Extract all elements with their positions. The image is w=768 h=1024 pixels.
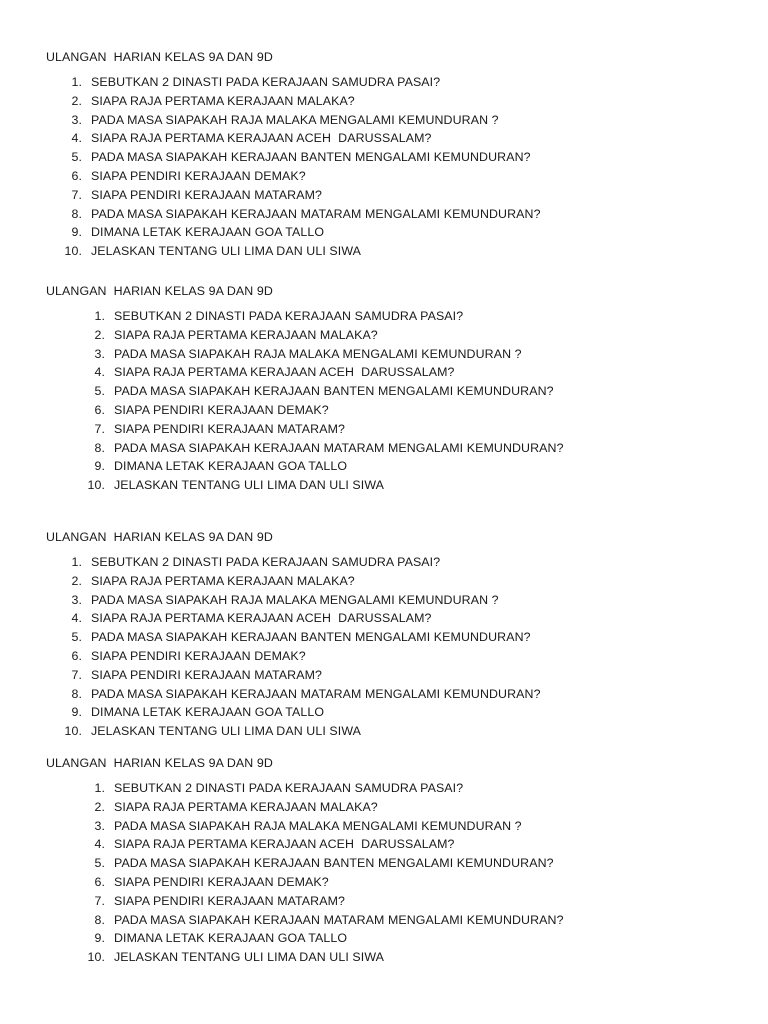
question-item [58, 609, 541, 628]
question-item [58, 167, 541, 186]
question-text: SIAPA PENDIRI KERAJAAN MATARAM? [114, 893, 345, 908]
question-item [58, 553, 541, 572]
question-number: 6. [71, 648, 82, 663]
question-number: 2. [94, 799, 105, 814]
block-title: ULANGAN HARIAN KELAS 9A DAN 9D [46, 50, 273, 64]
question-number: 1. [94, 309, 105, 323]
question-text: JELASKAN TENTANG ULI LIMA DAN ULI SIWA [114, 478, 385, 493]
question-item [58, 223, 541, 242]
question-number: 9. [71, 225, 82, 240]
question-text: SIAPA RAJA PERTAMA KERAJAAN ACEH DARUSSALAM? [91, 611, 432, 626]
question-item [81, 835, 564, 854]
question-number: 3. [94, 818, 105, 833]
question-item [81, 948, 564, 967]
question-text: SIAPA PENDIRI KERAJAAN MATARAM? [91, 667, 322, 682]
question-text: PADA MASA SIAPAKAH KERAJAAN BANTEN MENGALAMI KEMUNDURAN? [91, 630, 531, 645]
question-number: 10. [64, 724, 82, 739]
question-text: JELASKAN TENTANG ULI LIMA DAN ULI SIWA [114, 950, 385, 965]
question-text: SIAPA PENDIRI KERAJAAN DEMAK? [114, 874, 329, 889]
question-text: SIAPA RAJA PERTAMA KERAJAAN MALAKA? [91, 93, 355, 108]
question-text: DIMANA LETAK KERAJAAN GOA TALLO [114, 459, 348, 474]
question-text: SIAPA RAJA PERTAMA KERAJAAN MALAKA? [114, 327, 378, 342]
question-number: 6. [94, 874, 105, 889]
question-item [81, 476, 564, 495]
question-text: DIMANA LETAK KERAJAAN GOA TALLO [114, 931, 348, 946]
question-number: 6. [71, 168, 82, 183]
question-number: 3. [71, 112, 82, 127]
question-item [81, 326, 564, 345]
question-text: DIMANA LETAK KERAJAAN GOA TALLO [91, 705, 325, 720]
question-item [81, 363, 564, 382]
question-text: PADA MASA SIAPAKAH KERAJAAN MATARAM MENGALAMI KEMUNDURAN? [91, 206, 541, 221]
question-number: 5. [71, 150, 82, 165]
question-item [81, 307, 564, 326]
question-number: 1. [71, 75, 82, 89]
question-text: JELASKAN TENTANG ULI LIMA DAN ULI SIWA [91, 244, 362, 259]
question-item [58, 242, 541, 261]
question-item [81, 873, 564, 892]
question-number: 2. [71, 573, 82, 588]
question-number: 1. [71, 555, 82, 569]
question-item [58, 628, 541, 647]
question-item [58, 148, 541, 167]
question-item [81, 779, 564, 798]
question-number: 7. [71, 187, 82, 202]
question-number: 2. [94, 327, 105, 342]
question-item [58, 92, 541, 111]
question-text: PADA MASA SIAPAKAH KERAJAAN MATARAM MENGALAMI KEMUNDURAN? [114, 912, 564, 927]
question-number: 4. [94, 837, 105, 852]
question-item [58, 722, 541, 741]
question-text: SIAPA PENDIRI KERAJAAN DEMAK? [91, 648, 306, 663]
question-text: SEBUTKAN 2 DINASTI PADA KERAJAAN SAMUDRA PASAI? [91, 555, 441, 569]
question-number: 2. [71, 93, 82, 108]
question-number: 8. [94, 440, 105, 455]
question-item [58, 647, 541, 666]
question-item [58, 205, 541, 224]
question-number: 5. [94, 856, 105, 871]
question-text: PADA MASA SIAPAKAH RAJA MALAKA MENGALAMI KEMUNDURAN ? [114, 346, 522, 361]
question-number: 7. [94, 421, 105, 436]
question-number: 7. [94, 893, 105, 908]
question-number: 10. [87, 478, 105, 493]
question-text: SIAPA RAJA PERTAMA KERAJAAN MALAKA? [91, 573, 355, 588]
question-text: SIAPA PENDIRI KERAJAAN MATARAM? [114, 421, 345, 436]
question-text: SIAPA PENDIRI KERAJAAN MATARAM? [91, 187, 322, 202]
question-number: 1. [94, 781, 105, 795]
question-text: SEBUTKAN 2 DINASTI PADA KERAJAAN SAMUDRA PASAI? [114, 309, 464, 323]
question-text: SEBUTKAN 2 DINASTI PADA KERAJAAN SAMUDRA PASAI? [114, 781, 464, 795]
question-item [81, 345, 564, 364]
question-item [81, 929, 564, 948]
question-list [58, 553, 541, 741]
block-title: ULANGAN HARIAN KELAS 9A DAN 9D [46, 284, 273, 298]
question-item [81, 420, 564, 439]
question-number: 3. [71, 592, 82, 607]
question-item [81, 382, 564, 401]
question-item [58, 591, 541, 610]
question-item [81, 798, 564, 817]
question-item [58, 685, 541, 704]
question-number: 4. [71, 131, 82, 146]
question-item [81, 911, 564, 930]
question-list [81, 307, 564, 495]
question-number: 9. [71, 705, 82, 720]
question-item [58, 129, 541, 148]
question-item [58, 111, 541, 130]
question-list [58, 73, 541, 261]
question-text: SIAPA PENDIRI KERAJAAN DEMAK? [114, 402, 329, 417]
question-number: 8. [94, 912, 105, 927]
question-item [58, 186, 541, 205]
question-text: PADA MASA SIAPAKAH KERAJAAN MATARAM MENGALAMI KEMUNDURAN? [114, 440, 564, 455]
question-text: PADA MASA SIAPAKAH RAJA MALAKA MENGALAMI KEMUNDURAN ? [114, 818, 522, 833]
question-number: 10. [64, 244, 82, 259]
question-text: SIAPA PENDIRI KERAJAAN DEMAK? [91, 168, 306, 183]
question-text: SIAPA RAJA PERTAMA KERAJAAN ACEH DARUSSALAM? [114, 837, 455, 852]
question-item [58, 703, 541, 722]
question-text: SIAPA RAJA PERTAMA KERAJAAN MALAKA? [114, 799, 378, 814]
question-item [58, 572, 541, 591]
question-number: 9. [94, 459, 105, 474]
block-title: ULANGAN HARIAN KELAS 9A DAN 9D [46, 530, 273, 544]
question-number: 8. [71, 206, 82, 221]
question-item [81, 439, 564, 458]
question-item [81, 401, 564, 420]
question-item [58, 666, 541, 685]
question-text: SIAPA RAJA PERTAMA KERAJAAN ACEH DARUSSALAM? [91, 131, 432, 146]
question-item [58, 73, 541, 92]
question-item [81, 457, 564, 476]
question-text: PADA MASA SIAPAKAH KERAJAAN BANTEN MENGALAMI KEMUNDURAN? [114, 856, 554, 871]
question-text: SIAPA RAJA PERTAMA KERAJAAN ACEH DARUSSALAM? [114, 365, 455, 380]
question-text: PADA MASA SIAPAKAH KERAJAAN MATARAM MENGALAMI KEMUNDURAN? [91, 686, 541, 701]
question-text: PADA MASA SIAPAKAH KERAJAAN BANTEN MENGALAMI KEMUNDURAN? [114, 384, 554, 399]
question-number: 5. [94, 384, 105, 399]
question-item [81, 892, 564, 911]
question-number: 10. [87, 950, 105, 965]
question-text: JELASKAN TENTANG ULI LIMA DAN ULI SIWA [91, 724, 362, 739]
question-text: DIMANA LETAK KERAJAAN GOA TALLO [91, 225, 325, 240]
question-number: 6. [94, 402, 105, 417]
question-text: PADA MASA SIAPAKAH RAJA MALAKA MENGALAMI KEMUNDURAN ? [91, 592, 499, 607]
block-title: ULANGAN HARIAN KELAS 9A DAN 9D [46, 756, 273, 770]
question-text: SEBUTKAN 2 DINASTI PADA KERAJAAN SAMUDRA PASAI? [91, 75, 441, 89]
question-text: PADA MASA SIAPAKAH KERAJAAN BANTEN MENGALAMI KEMUNDURAN? [91, 150, 531, 165]
question-item [81, 854, 564, 873]
question-number: 4. [71, 611, 82, 626]
question-number: 3. [94, 346, 105, 361]
question-number: 9. [94, 931, 105, 946]
question-number: 8. [71, 686, 82, 701]
question-text: PADA MASA SIAPAKAH RAJA MALAKA MENGALAMI KEMUNDURAN ? [91, 112, 499, 127]
question-number: 4. [94, 365, 105, 380]
question-number: 7. [71, 667, 82, 682]
question-item [81, 817, 564, 836]
question-number: 5. [71, 630, 82, 645]
question-list [81, 779, 564, 967]
